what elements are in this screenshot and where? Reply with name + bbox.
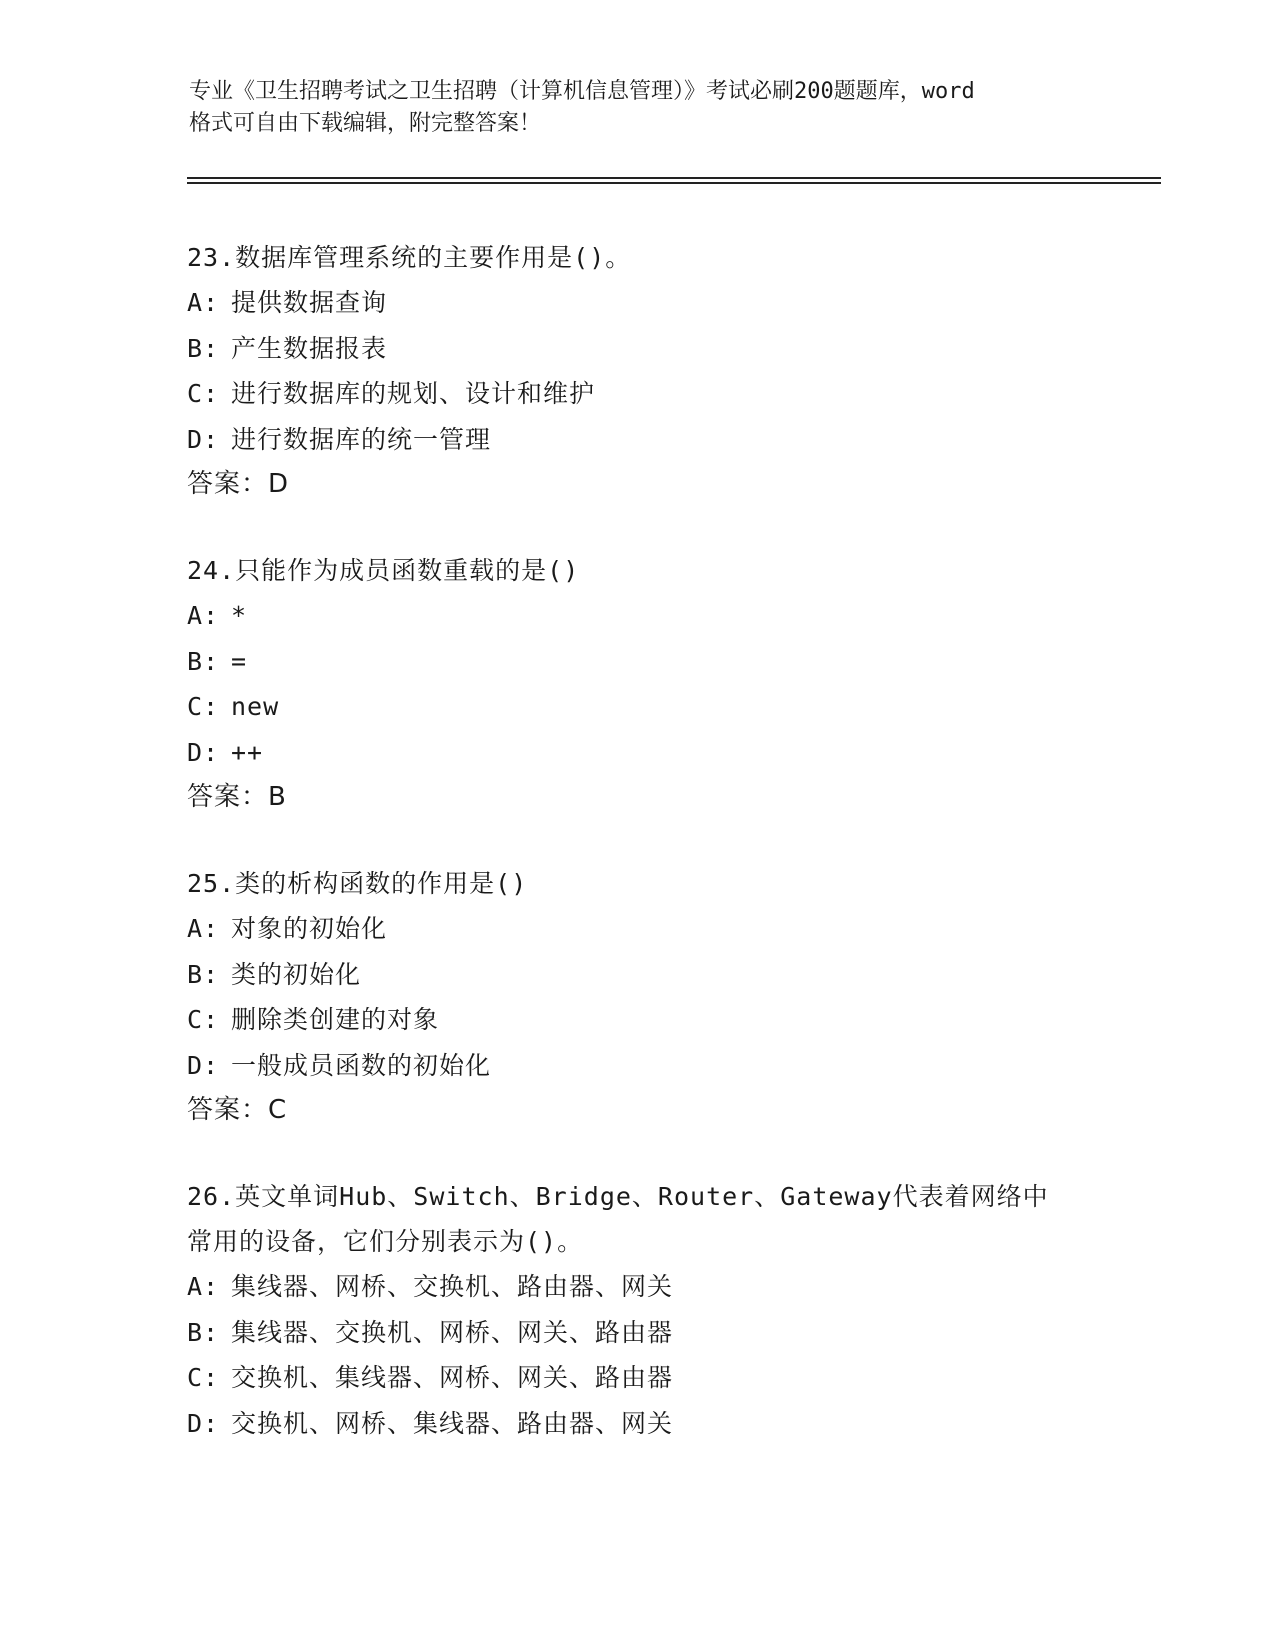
question-list [187, 235, 1087, 1487]
option-letter: C: [187, 379, 220, 408]
option-letter: A: [187, 601, 220, 630]
option-letter: A: [187, 914, 220, 943]
answer-key: 答案：D [187, 469, 290, 499]
question-block [187, 1174, 1087, 1446]
answer-key: 答案：C [187, 1095, 288, 1125]
option-letter: D: [187, 1408, 220, 1438]
option-letter: B: [187, 333, 220, 363]
option-text: 类的初始化 [231, 959, 362, 989]
option-text: 提供数据查询 [231, 288, 388, 317]
answer-option [187, 1355, 1087, 1401]
option-letter: C: [187, 1363, 220, 1392]
answer-option [187, 684, 1087, 730]
option-letter: C: [187, 1005, 220, 1034]
option-letter: B: [187, 646, 220, 676]
option-letter: B: [187, 959, 220, 989]
option-text: 交换机、网桥、集线器、路由器、网关 [231, 1408, 674, 1438]
option-text: new [231, 692, 280, 721]
answer-option [187, 280, 1087, 326]
answer-option [187, 1310, 1087, 1356]
option-letter: D: [187, 1050, 220, 1080]
document-header [189, 76, 1089, 140]
header-line-2: 格式可自由下载编辑，附完整答案！ [189, 111, 542, 136]
option-text: 删除类创建的对象 [231, 1005, 440, 1034]
answer-option [187, 1264, 1087, 1310]
option-text: 集线器、网桥、交换机、路由器、网关 [231, 1272, 674, 1301]
question-stem: 常用的设备，它们分别表示为()。 [187, 1227, 584, 1256]
option-text: ++ [231, 737, 264, 767]
option-text: = [231, 646, 248, 676]
option-letter: B: [187, 1317, 220, 1347]
option-text: 集线器、交换机、网桥、网关、路由器 [231, 1317, 674, 1347]
option-letter: A: [187, 1272, 220, 1301]
header-line-1: 专业《卫生招聘考试之卫生招聘（计算机信息管理）》考试必刷200题题库，word [189, 79, 975, 104]
option-text: 产生数据报表 [231, 333, 388, 363]
option-letter: A: [187, 288, 220, 317]
option-letter: D: [187, 424, 220, 454]
answer-option [187, 639, 1087, 685]
question-block [187, 235, 1087, 507]
answer-option [187, 417, 1087, 463]
question-block [187, 861, 1087, 1133]
answer-option [187, 326, 1087, 372]
answer-option [187, 997, 1087, 1043]
option-text: 对象的初始化 [231, 914, 388, 943]
answer-option [187, 1043, 1087, 1089]
answer-key: 答案：B [187, 782, 287, 812]
answer-option [187, 730, 1087, 776]
question-stem: 23.数据库管理系统的主要作用是()。 [187, 243, 632, 272]
question-stem: 26.英文单词Hub、Switch、Bridge、Router、Gateway代表着网络中 [187, 1182, 1049, 1211]
answer-option [187, 952, 1087, 998]
option-text: 交换机、集线器、网桥、网关、路由器 [231, 1363, 674, 1392]
answer-option [187, 371, 1087, 417]
answer-option [187, 906, 1087, 952]
header-divider-bottom [187, 182, 1161, 184]
header-divider-top [187, 177, 1161, 179]
answer-option [187, 1401, 1087, 1447]
option-text: * [231, 601, 248, 630]
question-stem: 24.只能作为成员函数重载的是() [187, 556, 580, 585]
option-text: 进行数据库的统一管理 [231, 424, 492, 454]
question-stem: 25.类的析构函数的作用是() [187, 869, 528, 898]
answer-option [187, 593, 1087, 639]
question-block [187, 548, 1087, 820]
option-letter: D: [187, 737, 220, 767]
option-text: 一般成员函数的初始化 [231, 1050, 492, 1080]
option-text: 进行数据库的规划、设计和维护 [231, 379, 596, 408]
option-letter: C: [187, 692, 220, 721]
